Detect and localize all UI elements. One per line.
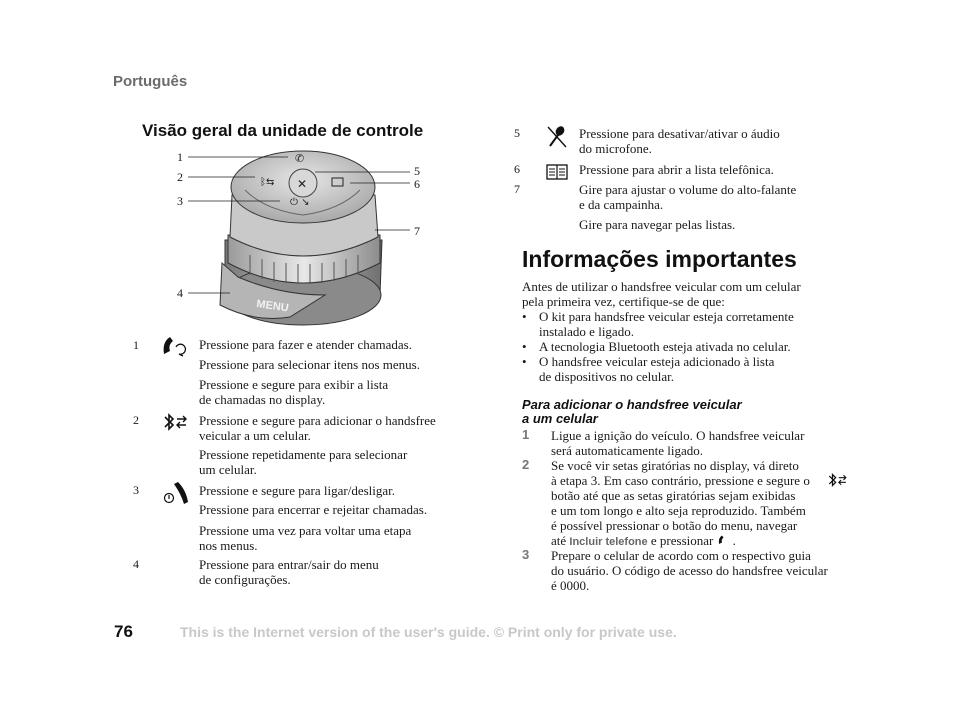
item-number-6: 6 bbox=[514, 162, 520, 176]
intro-line-2: pela primeira vez, certifique-se de que: bbox=[522, 294, 725, 309]
item-6-line-1: Pressione para abrir a lista telefônica. bbox=[579, 162, 774, 177]
item-3-line-1: Pressione e segure para ligar/desligar. bbox=[199, 483, 396, 498]
step-1-line-1: Ligue a ignição do veículo. O handsfree veicular bbox=[551, 428, 805, 443]
device-menu-label: MENU bbox=[255, 298, 290, 315]
bullet-3-line-1: O handsfree veicular esteja adicionado à lista bbox=[539, 354, 775, 369]
callout-7: 7 bbox=[414, 224, 420, 238]
item-4-line-2: de configurações. bbox=[199, 572, 291, 587]
item-3-line-4: nos menus. bbox=[199, 538, 258, 553]
callout-3: 3 bbox=[177, 194, 183, 208]
svg-text:✆: ✆ bbox=[295, 152, 305, 165]
bullet-mark: • bbox=[522, 354, 527, 369]
intro-line-1: Antes de utilizar o handsfree veicular com um celular bbox=[522, 279, 801, 294]
item-number-3: 3 bbox=[133, 483, 139, 497]
item-number-7: 7 bbox=[514, 182, 520, 196]
bullet-1-line-1: O kit para handsfree veicular esteja corretamente bbox=[539, 309, 794, 324]
item-7-line-2: e da campainha. bbox=[579, 197, 664, 212]
step-2-line-4: e um tom longo e alto seja reproduzido. Também bbox=[551, 503, 806, 518]
callout-2: 2 bbox=[177, 170, 183, 184]
callout-6: 6 bbox=[414, 177, 420, 191]
bullet-2-line-1: A tecnologia Bluetooth esteja ativada no celular. bbox=[539, 339, 791, 354]
step-2-line-5: é possível pressionar o botão do menu, navegar bbox=[551, 518, 798, 533]
step-3-line-2: do usuário. O código de acesso do handsfree veicular bbox=[551, 563, 828, 578]
step-number-2: 2 bbox=[522, 457, 530, 472]
item-2-line-3: Pressione repetidamente para selecionar bbox=[199, 447, 408, 462]
item-1-line-1: Pressione para fazer e atender chamadas. bbox=[199, 337, 412, 352]
item-2-line-1: Pressione e segure para adicionar o handsfree bbox=[199, 413, 436, 428]
step-2-suffix: e pressionar bbox=[650, 533, 714, 548]
step-2-line-1: Se você vir setas giratórias no display, vá direto bbox=[551, 458, 799, 473]
bluetooth-pair-icon bbox=[162, 412, 190, 432]
step-number-3: 3 bbox=[522, 547, 530, 562]
item-number-1: 1 bbox=[133, 338, 139, 352]
step-3-line-1: Prepare o celular de acordo com o respectivo guia bbox=[551, 548, 811, 563]
step-2-prefix: até bbox=[551, 533, 567, 548]
item-7-line-3: Gire para navegar pelas listas. bbox=[579, 217, 736, 232]
bullet-3-line-2: de dispositivos no celular. bbox=[539, 369, 675, 384]
menu-item-incluir-telefone: Incluir telefone bbox=[569, 536, 648, 548]
callout-1: 1 bbox=[177, 150, 183, 164]
item-number-5: 5 bbox=[514, 126, 520, 140]
item-number-2: 2 bbox=[133, 413, 139, 427]
item-1-line-3: Pressione e segure para exibir a lista bbox=[199, 377, 389, 392]
item-3-line-2: Pressione para encerrar e rejeitar chamadas. bbox=[199, 502, 428, 517]
svg-text:✕: ✕ bbox=[297, 177, 308, 191]
callout-5: 5 bbox=[414, 164, 420, 178]
item-3-line-3: Pressione uma vez para voltar uma etapa bbox=[199, 523, 412, 538]
page-number: 76 bbox=[114, 622, 133, 641]
item-1-line-4: de chamadas no display. bbox=[199, 392, 326, 407]
item-5-line-1: Pressione para desativar/ativar o áudio bbox=[579, 126, 780, 141]
item-2-line-2: veicular a um celular. bbox=[199, 428, 311, 443]
item-number-4: 4 bbox=[133, 557, 139, 571]
step-2-line-2: à etapa 3. Em caso contrário, pressione e segure o bbox=[551, 473, 810, 488]
section-title-important: Informações importantes bbox=[522, 246, 797, 272]
step-2-line-3: botão até que as setas giratórias sejam exibidas bbox=[551, 488, 796, 503]
item-4-line-1: Pressione para entrar/sair do menu bbox=[199, 557, 379, 572]
step-number-1: 1 bbox=[522, 427, 530, 442]
item-7-line-1: Gire para ajustar o volume do alto-falante bbox=[579, 182, 797, 197]
bluetooth-pair-icon bbox=[827, 472, 849, 488]
phone-answer-icon bbox=[160, 334, 192, 358]
microphone-mute-icon bbox=[545, 124, 569, 150]
language-label: Português bbox=[113, 73, 188, 90]
bullet-mark: • bbox=[522, 339, 527, 354]
callout-4: 4 bbox=[177, 286, 183, 300]
item-1-line-2: Pressione para selecionar itens nos menus. bbox=[199, 357, 420, 372]
step-1-line-2: será automaticamente ligado. bbox=[551, 443, 703, 458]
step-3-line-3: é 0000. bbox=[551, 578, 590, 593]
phonebook-icon bbox=[545, 163, 569, 181]
subsection-title-line-2: a um celular bbox=[522, 411, 598, 426]
phone-end-power-icon bbox=[160, 480, 194, 506]
control-unit-illustration bbox=[170, 145, 440, 335]
bullet-1-line-2: instalado e ligado. bbox=[539, 324, 634, 339]
item-5-line-2: do microfone. bbox=[579, 141, 652, 156]
section-title-overview: Visão geral da unidade de controle bbox=[142, 121, 424, 140]
item-2-line-4: um celular. bbox=[199, 462, 257, 477]
subsection-title bbox=[522, 398, 742, 426]
subsection-title-line-1: Para adicionar o handsfree veicular bbox=[522, 397, 742, 412]
svg-text:ᛒ⇆: ᛒ⇆ bbox=[260, 177, 275, 188]
footer-note: This is the Internet version of the user's guide. © Print only for private use. bbox=[180, 624, 677, 640]
phone-answer-icon bbox=[717, 533, 733, 547]
bullet-mark: • bbox=[522, 309, 527, 324]
svg-text:⏻ ↘: ⏻ ↘ bbox=[290, 197, 310, 208]
step-2-end: . bbox=[732, 533, 736, 548]
